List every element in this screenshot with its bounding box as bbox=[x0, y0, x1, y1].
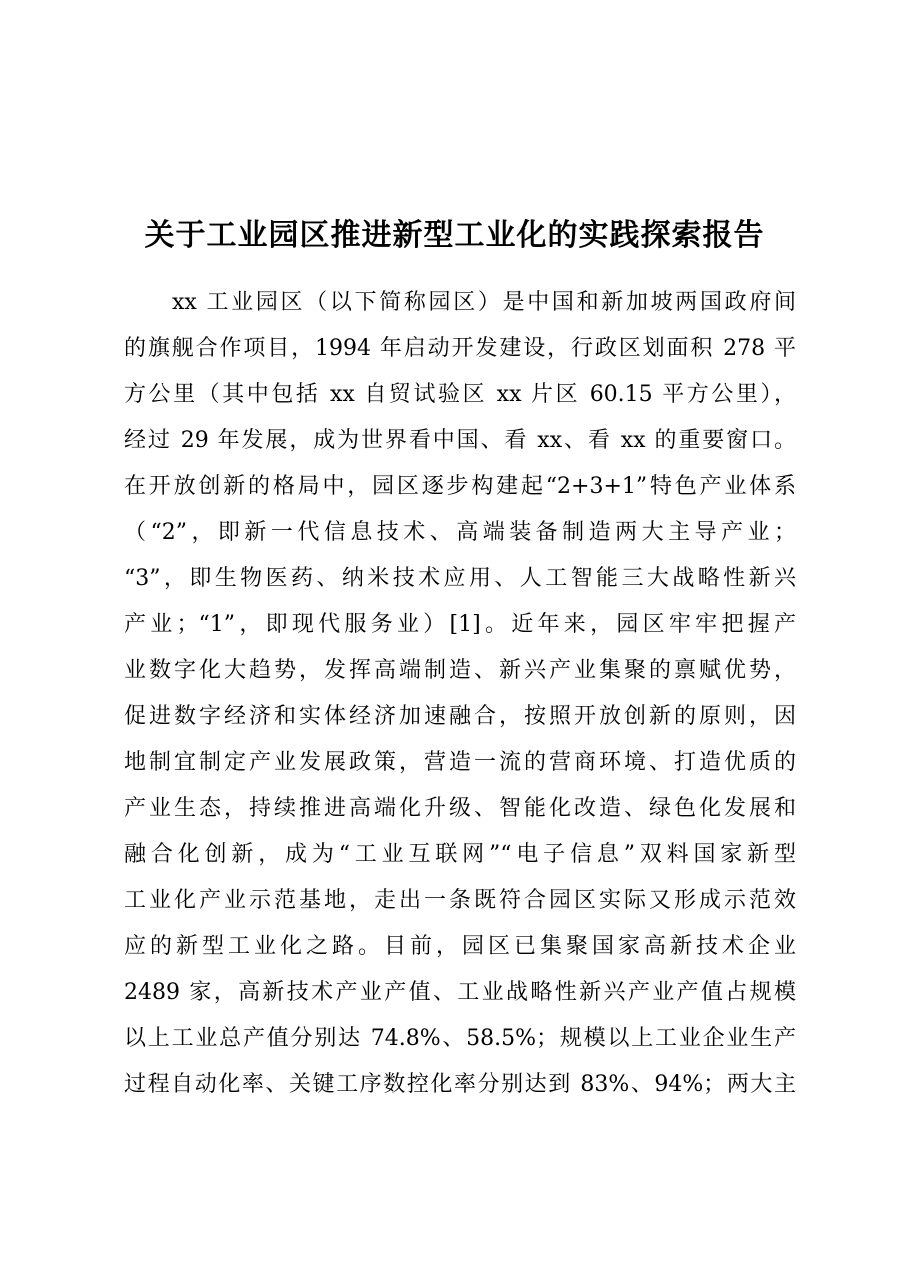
paragraph-line: 应的新型工业化之路。目前，园区已集聚国家高新技术企业 bbox=[124, 934, 796, 959]
document-title: 关于工业园区推进新型工业化的实践探索报告 bbox=[144, 218, 765, 254]
paragraph-line: 产业；“1”，即现代服务业）[1]。近年来，园区牢牢把握产 bbox=[124, 612, 796, 637]
paragraph-line: 以上工业总产值分别达 74.8%、58.5%；规模以上工业企业生产 bbox=[124, 1026, 796, 1051]
paragraph-line: xx 工业园区（以下简称园区）是中国和新加坡两国政府间 bbox=[172, 290, 796, 315]
paragraph-line: 融合化创新，成为“工业互联网”“电子信息”双料国家新型 bbox=[124, 842, 796, 867]
paragraph-line: 经过 29 年发展，成为世界看中国、看 xx、看 xx 的重要窗口。 bbox=[124, 428, 796, 453]
paragraph-line: 地制宜制定产业发展政策，营造一流的营商环境、打造优质的 bbox=[124, 750, 796, 775]
paragraph-line: 方公里（其中包括 xx 自贸试验区 xx 片区 60.15 平方公里）， bbox=[124, 382, 796, 407]
paragraph-line: 在开放创新的格局中，园区逐步构建起“2+3+1”特色产业体系 bbox=[124, 474, 796, 499]
paragraph-line: 过程自动化率、关键工序数控化率分别达到 83%、94%；两大主 bbox=[124, 1072, 796, 1097]
paragraph-line: 促进数字经济和实体经济加速融合，按照开放创新的原则，因 bbox=[124, 704, 796, 729]
paragraph-line: “3”，即生物医药、纳米技术应用、人工智能三大战略性新兴 bbox=[124, 566, 796, 591]
paragraph-line: 产业生态，持续推进高端化升级、智能化改造、绿色化发展和 bbox=[124, 796, 796, 821]
paragraph-line: 2489 家，高新技术产业产值、工业战略性新兴产业产值占规模 bbox=[124, 980, 796, 1005]
body-paragraph bbox=[124, 280, 796, 1108]
paragraph-line: （“2”，即新一代信息技术、高端装备制造两大主导产业； bbox=[124, 520, 796, 545]
paragraph-line: 业数字化大趋势，发挥高端制造、新兴产业集聚的禀赋优势， bbox=[124, 658, 796, 683]
paragraph-line: 的旗舰合作项目，1994 年启动开发建设，行政区划面积 278 平 bbox=[124, 336, 796, 361]
paragraph-line: 工业化产业示范基地，走出一条既符合园区实际又形成示范效 bbox=[124, 888, 796, 913]
